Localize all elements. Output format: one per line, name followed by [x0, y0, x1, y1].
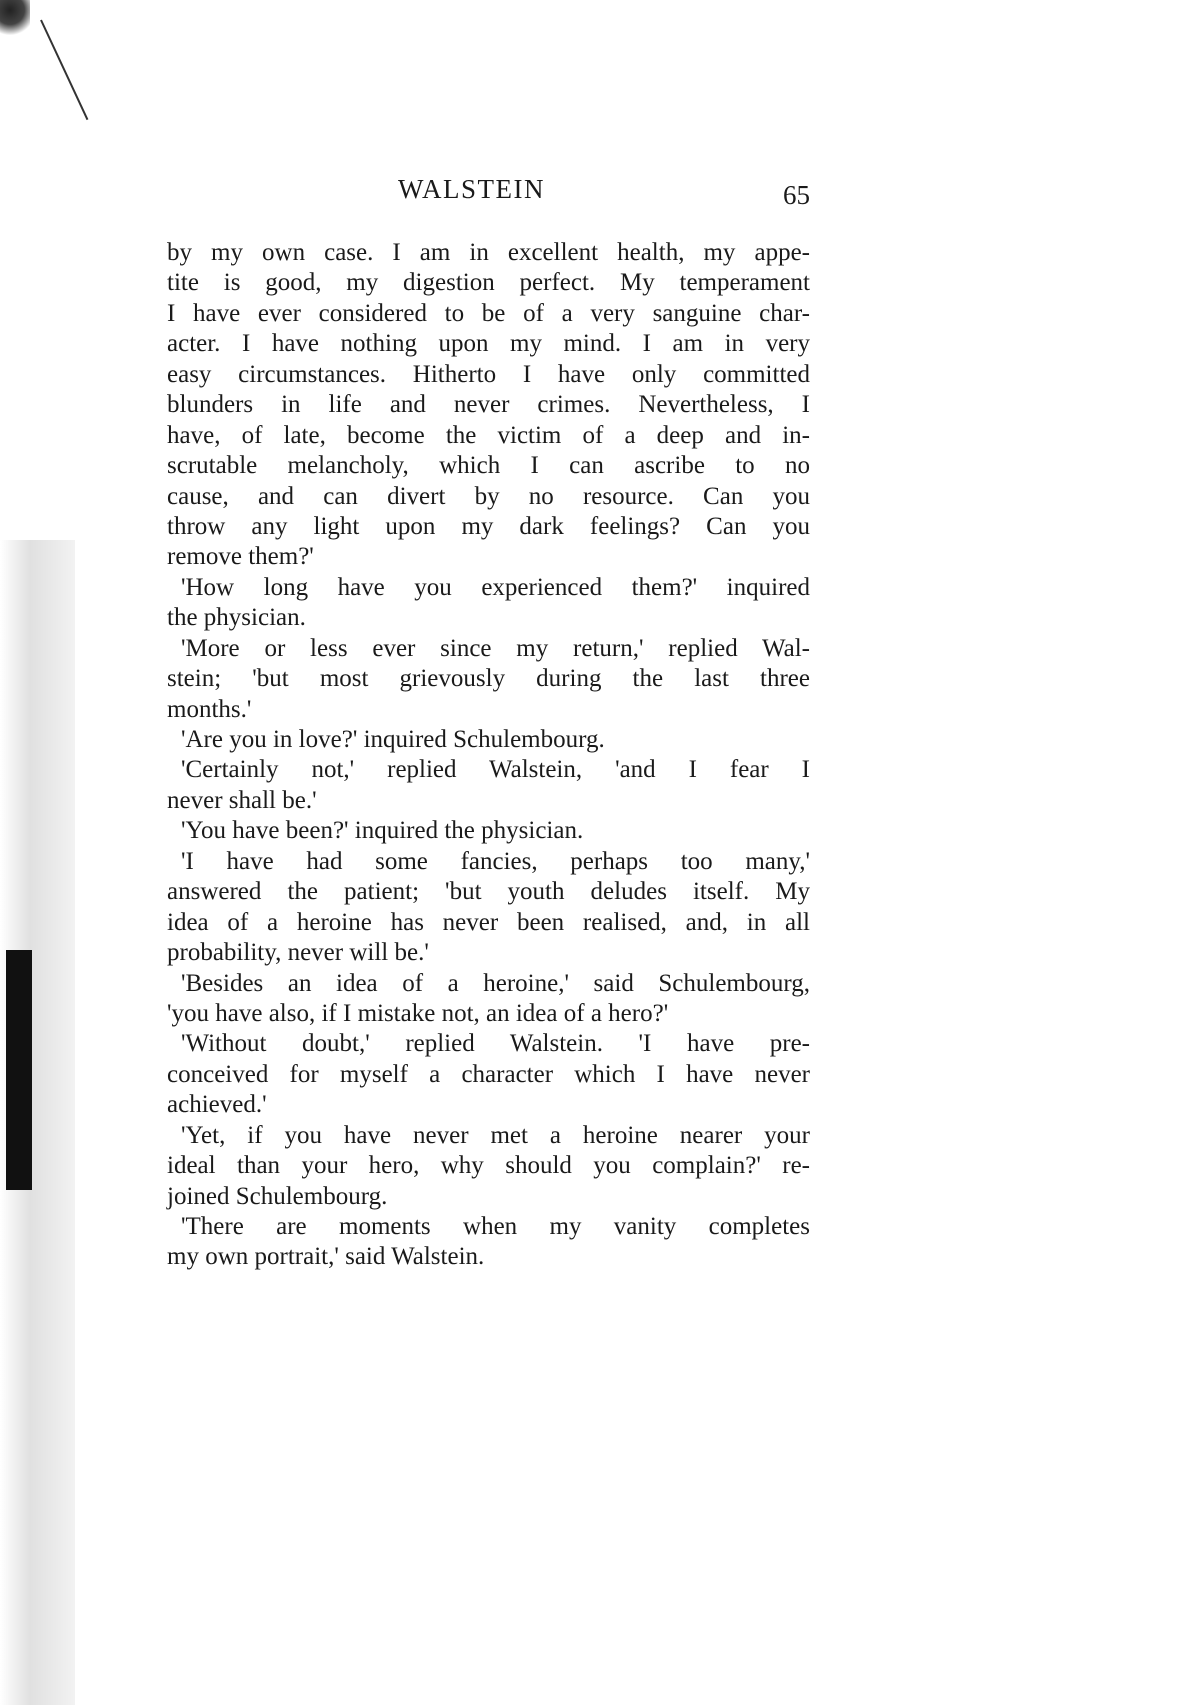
text-line: the physician. — [167, 604, 306, 632]
running-head: WALSTEIN — [398, 174, 545, 204]
paragraph — [167, 847, 810, 969]
text-line: easy circumstances. Hitherto I have only committed — [167, 360, 810, 388]
text-line: conceived for myself a character which I have never — [167, 1060, 810, 1088]
paragraph — [167, 755, 810, 816]
text-line: have, of late, become the victim of a deep and in- — [167, 421, 810, 449]
text-line: achieved.' — [167, 1091, 267, 1119]
text-line: 'There are moments when my vanity completes — [181, 1213, 810, 1240]
text-line: 'You have been?' inquired the physician. — [181, 817, 584, 845]
text-line: 'Without doubt,' replied Walstein. 'I have pre- — [181, 1030, 810, 1058]
paragraph — [167, 725, 810, 755]
text-line: acter. I have nothing upon my mind. I am in very — [167, 330, 810, 358]
paragraph — [167, 969, 810, 1030]
scan-artifact — [6, 950, 32, 1190]
paragraph — [167, 238, 810, 573]
text-line: by my own case. I am in excellent health, my appe- — [167, 239, 810, 266]
text-line: 'More or less ever since my return,' replied Wal- — [181, 634, 810, 662]
text-line: 'Certainly not,' replied Walstein, 'and I fear I — [181, 756, 810, 784]
text-line: 'Are you in love?' inquired Schulembourg. — [181, 726, 605, 753]
text-line: throw any light upon my dark feelings? Can you — [167, 512, 810, 540]
paragraph — [167, 816, 810, 846]
text-line: never shall be.' — [167, 786, 317, 814]
text-line: 'Yet, if you have never met a heroine nearer your — [181, 1121, 810, 1149]
text-line: 'you have also, if I mistake not, an idea of a hero?' — [167, 999, 669, 1027]
text-line: idea of a heroine has never been realised, and, in all — [167, 908, 810, 936]
text-line: my own portrait,' said Walstein. — [167, 1243, 485, 1271]
text-line: blunders in life and never crimes. Nevertheless, I — [167, 391, 810, 419]
scan-artifact — [40, 20, 88, 121]
text-line: 'Besides an idea of a heroine,' said Schulembourg, — [181, 969, 810, 997]
text-line: tite is good, my digestion perfect. My temperament — [167, 269, 810, 297]
page-number: 65 — [783, 180, 810, 210]
text-line: joined Schulembourg. — [167, 1182, 388, 1210]
text-line: cause, and can divert by no resource. Can you — [167, 482, 810, 510]
text-line: 'I have had some fancies, perhaps too many,' — [181, 847, 810, 875]
paragraph — [167, 1121, 810, 1212]
text-line: months.' — [167, 695, 252, 723]
scan-artifact — [0, 0, 30, 40]
text-line: answered the patient; 'but youth deludes itself. My — [167, 878, 810, 906]
text-line: scrutable melancholy, which I can ascribe to no — [167, 452, 810, 480]
text-line: 'How long have you experienced them?' inquired — [181, 573, 810, 601]
paragraph — [167, 573, 810, 634]
page-body — [167, 238, 810, 1273]
paragraph — [167, 634, 810, 725]
paragraph — [167, 1029, 810, 1120]
text-line: stein; 'but most grievously during the last three — [167, 665, 810, 693]
paragraph — [167, 1212, 810, 1273]
text-line: probability, never will be.' — [167, 939, 429, 967]
text-line: remove them?' — [167, 543, 314, 571]
text-line: ideal than your hero, why should you complain?' re- — [167, 1152, 810, 1180]
text-line: I have ever considered to be of a very sanguine char- — [167, 299, 810, 327]
